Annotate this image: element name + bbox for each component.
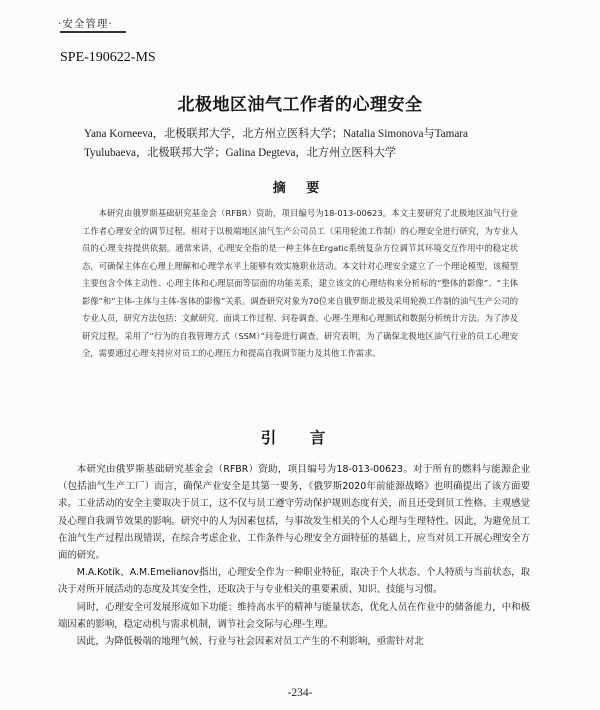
intro-paragraph: M.A.Kotik、A.M.Emelianov指出，心理安全作为一种职业特征，取决于个人状态、个人特质与当前状态，取决于对所开展活动的态度及其安全性，还取决于与专业相关的重要素质、知识、技能与习惯。 [58,567,530,596]
abstract-heading: 摘 要 [272,181,328,196]
page-number: -234- [287,687,313,699]
paper-id: SPE-190622-MS [60,50,156,65]
paper-title: 北极地区油气工作者的心理安全 [177,95,423,115]
header-rule [60,31,126,33]
intro-paragraph: 同时，心理安全可发展形成如下功能：维持高水平的精神与能量状态，优化人员在作业中的储备能力，中和极端因素的影响，稳定动机与需求机制，调节社会交际与心理-生理。 [58,601,530,630]
introduction-body [58,461,530,650]
intro-paragraph: 本研究由俄罗斯基础研究基金会（RFBR）资助，项目编号为18-013-00623。对于所有的燃料与能源企业（包括油气生产工厂）而言，确保产业安全是其第一要务，《俄罗斯2020年前能源战略》也明确提出了该方面要求。工业活动的安全主要取决于员工，这不仅与员工遵守劳动保护规则态度有关，而且还受到员工性格、主观感觉及心理自我调节效果的影响。研究中的人为因素包括，与事故发生相关的个人心理与生理特性。因此，为避免员工在油气生产过程出现错误，在综合考虑企业、工作条件与心理安全方面特征的基础上，应当对员工开展心理安全方面的研究。 [58,464,530,562]
introduction-heading: 引 言 [260,429,340,447]
abstract-text: 本研究由俄罗斯基础研究基金会（RFBR）资助，项目编号为18-013-00623。本文主要研究了北极地区油气行业工作者心理安全的调节过程。相对于以极端地区油气生产公司员工（采用轮流工作制）的心理安全进行研究，为专业人员的心理支持提供依据。通常来讲，心理安全指的是一种主体在Ergatic系统复杂方位调节其环境交互作用中的稳定状态，可确保主体在心理上理解和心理学水平上能够有效实施职业活动。本文针对心理安全建立了一个理论模型，该模型主要包含个体主动性、心理主体和心理层面等层面的功能关系，建立该文的心理结构来分析标的“整体的影像”、“主体影像”和“主体-主体与主体-客体的影像”关系。调查研究对象为70位来自俄罗斯北极及采用轮换工作制的油气生产公司的专业人员，研究方法包括：文献研究、面谈工作过程、问卷调查、心理-生理和心理测试和数据分析统计方法。为了涉及研究过程，采用了“行为的自我管理方式（SSM）”问卷进行调查，研究表明，为了确保北极地区油气行业的员工心理安全，需要通过心理支持应对员工的心理压力和提高自我调节能力及其他工作需求。 [82,208,518,358]
section-tag: ·安全管理· [58,18,113,30]
author-list: Yana Korneeva，北极联邦大学，北方州立医科大学；Natalia Simonova与Tamara Tyulubaeva，北极联邦大学；Galina Degteva，北方州立医科大学 [84,128,468,159]
intro-paragraph: 因此，为降低极端的地理气候、行业与社会因素对员工产生的不利影响，亟需针对北 [76,636,424,648]
